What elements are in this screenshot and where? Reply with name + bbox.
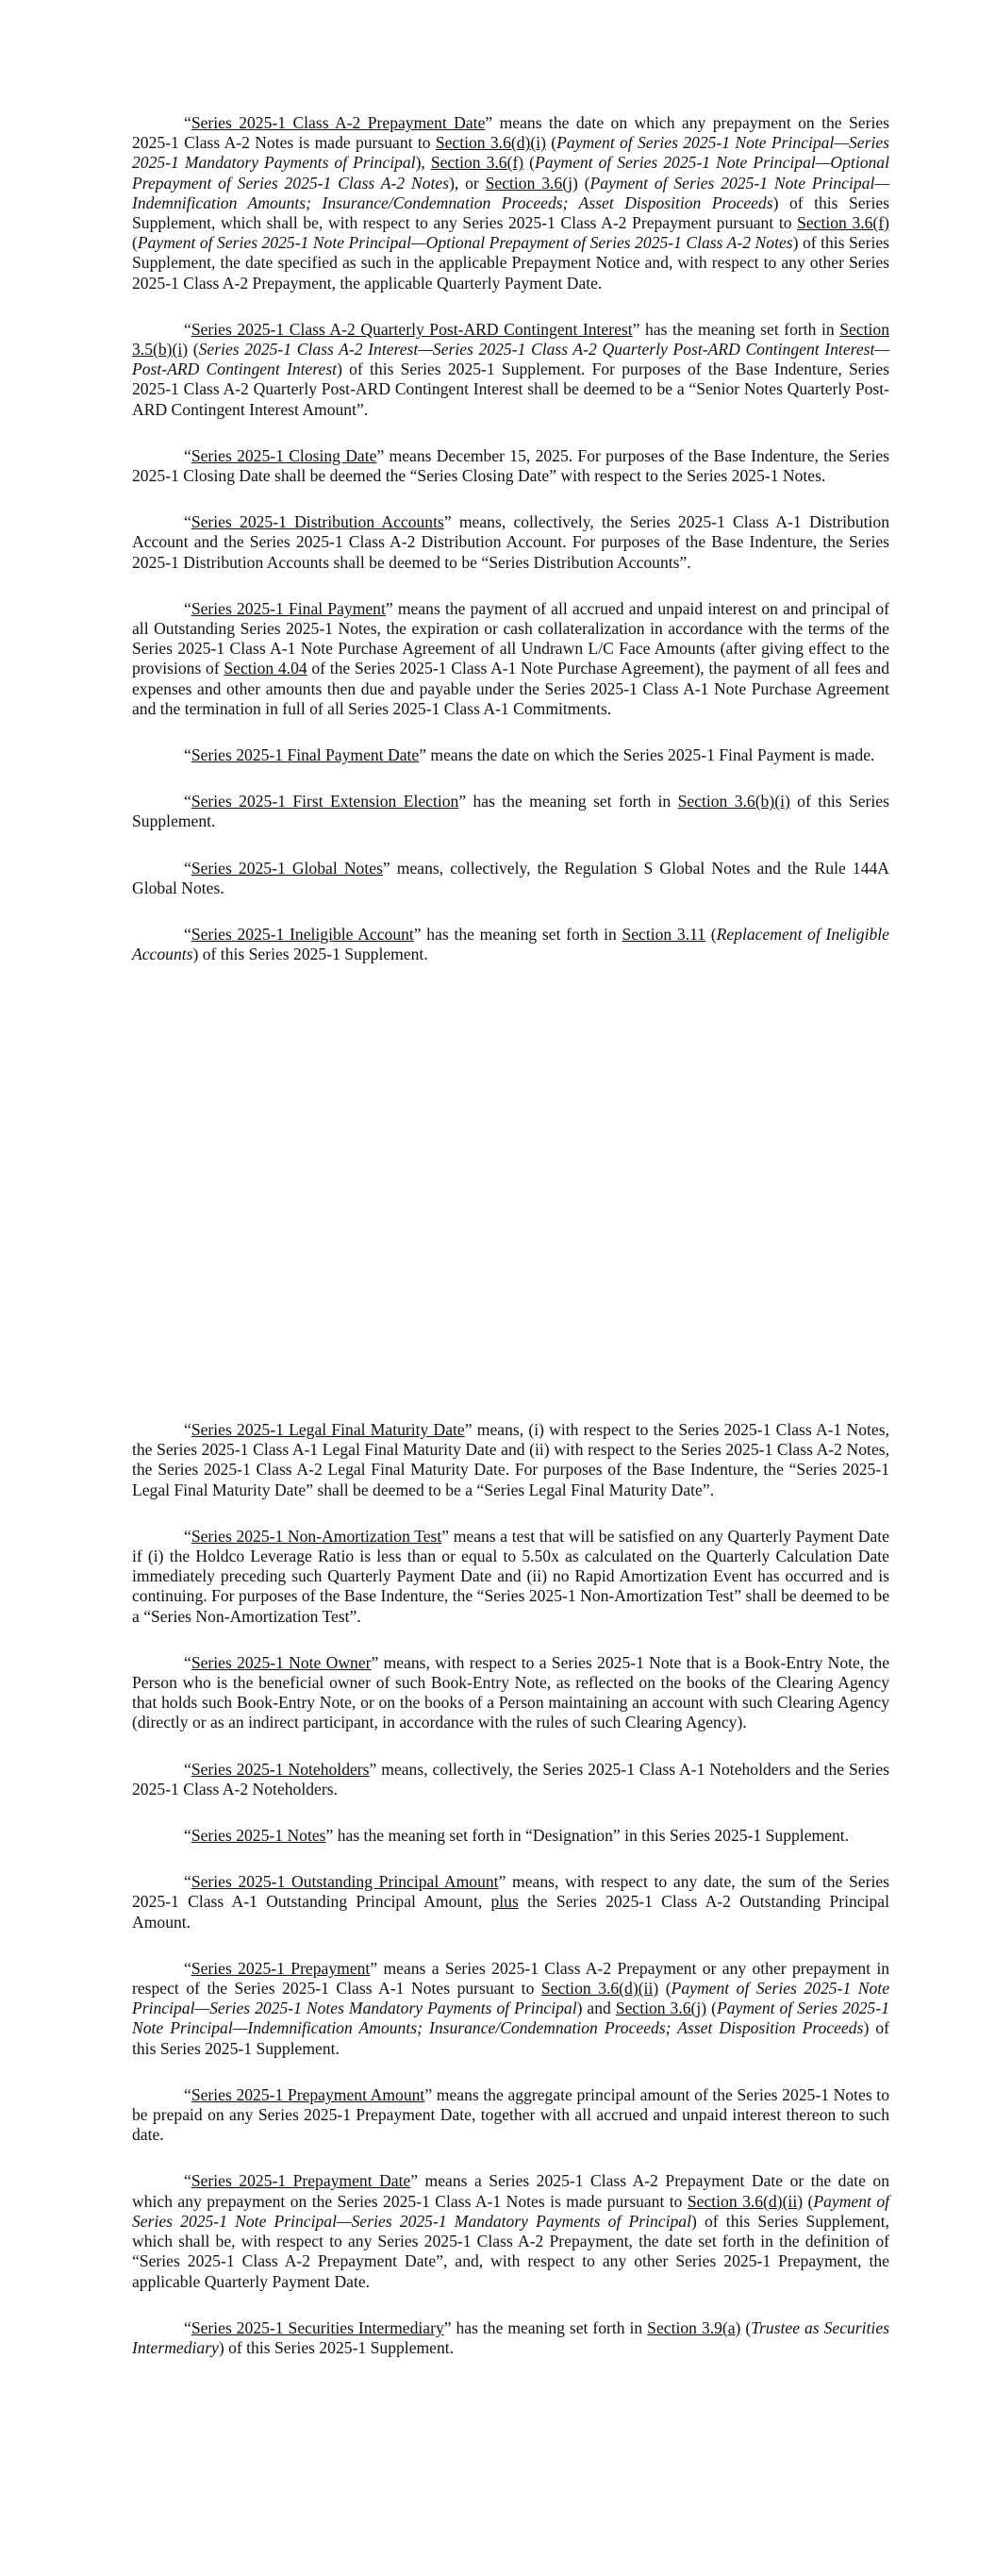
section-reference: Section 4.04 xyxy=(224,659,307,678)
text-run: ) of this Series Supplement, the date specified as such in the applicable Prepayment Notice and, with respect to any other Series 2025-1 Class A-2 Prepayment, the applicable Quarterly Payment Date. xyxy=(132,233,889,293)
text-run: ” means the date on which the Series 2025-1 Final Payment is made. xyxy=(419,745,875,765)
text-run: “ xyxy=(184,512,191,532)
defined-term: Series 2025-1 Noteholders xyxy=(191,1759,370,1779)
defined-term: Series 2025-1 Prepayment Amount xyxy=(191,2084,425,2104)
section-caption: Series 2025-1 Class A-2 Interest—Series 2025-1 Class A-2 Quarterly Post-ARD Contingent Interest—Post-ARD Contingent Interest xyxy=(132,340,890,379)
document-page-2 xyxy=(0,1288,995,2576)
text-run: “ xyxy=(184,925,191,945)
text-run: ( xyxy=(706,1999,717,2018)
section-reference: Section 3.6(f) xyxy=(430,153,524,173)
text-run: “ xyxy=(184,319,191,339)
text-run: “ xyxy=(184,2084,191,2104)
text-run: “ xyxy=(184,113,191,132)
text-run: ) of this Series 2025-1 Supplement. For purposes of the Base Indenture, Series 2025-1 Class A-2 Quarterly Post-ARD Contingent Interest shall be deemed to be a “Senior Notes Quarterly Post-ARD Contingent Interest Amount”. xyxy=(132,360,890,419)
text-run: ( xyxy=(803,2191,814,2211)
section-caption: Replacement of Ineligible Accounts xyxy=(132,925,889,964)
section-caption: Payment of Series 2025-1 Note Principal—Optional Prepayment of Series 2025-1 Class A-2 Notes xyxy=(132,153,889,192)
section-reference: Section 3.6(b)(i) xyxy=(677,792,790,811)
text-run: “ xyxy=(184,1872,191,1892)
section-caption: Trustee as Securities Intermediary xyxy=(132,2317,889,2357)
defined-term: Series 2025-1 Note Owner xyxy=(191,1652,372,1672)
definition-first-extension-election xyxy=(132,792,889,831)
text-run: ” means, collectively, the Regulation S Global Notes and the Rule 144A Global Notes. xyxy=(132,858,890,897)
text-run: “ xyxy=(184,1958,191,1978)
text-run: ” means the date on which any prepayment on the Series 2025-1 Class A-2 Notes is made pursuant to xyxy=(132,113,889,153)
text-run: “ xyxy=(184,1759,191,1779)
definition-class-a2-prepayment-date xyxy=(132,113,889,293)
defined-term: Series 2025-1 Global Notes xyxy=(191,858,383,878)
section-caption: Payment of Series 2025-1 Note Principal—Series 2025-1 Mandatory Payments of Principal xyxy=(132,2191,890,2231)
definitions-list xyxy=(132,113,889,992)
section-caption: Payment of Series 2025-1 Note Principal—Indemnification Amounts; Insurance/Condemnation Proceeds; Asset Disposition Proceeds xyxy=(132,173,890,212)
definition-notes xyxy=(132,1826,889,1846)
text-run: “ xyxy=(184,2171,191,2191)
definition-distribution-accounts xyxy=(132,512,889,573)
defined-term: Series 2025-1 Ineligible Account xyxy=(191,925,414,945)
text-run: “ xyxy=(184,445,191,465)
defined-term: Series 2025-1 Non-Amortization Test xyxy=(191,1526,442,1546)
section-reference: Section 3.9(a) xyxy=(647,2317,741,2337)
defined-term: Series 2025-1 Distribution Accounts xyxy=(191,512,444,532)
text-run: “ xyxy=(184,1826,191,1846)
section-caption: Payment of Series 2025-1 Note Principal—Indemnification Amounts; Insurance/Condemnation Proceeds; Asset Disposition Proceeds xyxy=(132,1999,889,2038)
text-run: ( xyxy=(705,925,717,945)
text-run: “ xyxy=(184,1652,191,1672)
text-run: “ xyxy=(184,792,191,811)
text-run: ), or xyxy=(449,173,486,192)
definitions-list xyxy=(132,1420,889,2384)
defined-term: Series 2025-1 Securities Intermediary xyxy=(191,2317,444,2337)
section-reference: Section 3.5(b)(i) xyxy=(132,319,889,360)
definition-securities-intermediary xyxy=(132,2318,889,2358)
section-reference: Section 3.6(d)(ii) xyxy=(540,1979,659,1999)
text-run: “ xyxy=(184,1526,191,1546)
text-run: ) and xyxy=(576,1999,616,2018)
text-run: ) of this Series 2025-1 Supplement. xyxy=(132,2018,889,2058)
text-run: ( xyxy=(546,133,557,153)
text-run: ) of this Series 2025-1 Supplement. xyxy=(218,2337,455,2357)
definition-outstanding-principal-amount xyxy=(132,1872,889,1932)
text-run: ” means a Series 2025-1 Class A-2 Prepayment or any other prepayment in respect of the Series 2025-1 Class A-1 Notes pursuant to xyxy=(132,1958,889,1999)
defined-term: Series 2025-1 Outstanding Principal Amount xyxy=(191,1872,499,1892)
definition-final-payment-date xyxy=(132,745,889,765)
defined-term: Series 2025-1 Class A-2 Quarterly Post-ARD Contingent Interest xyxy=(191,319,633,339)
text-run: of the Series 2025-1 Class A-1 Note Purchase Agreement), the payment of all fees and expenses and other amounts then due and payable under the Series 2025-1 Class A-1 Note Purchase Agreement and the termination in full of all Series 2025-1 Class A-1 Commitments. xyxy=(132,659,889,718)
definition-legal-final-maturity-date xyxy=(132,1420,889,1500)
text-run: the Series 2025-1 Class A-2 Outstanding Principal Amount. xyxy=(132,1892,889,1932)
definition-class-a2-quarterly-post-ard-contingent-interest xyxy=(132,320,889,420)
defined-term: Series 2025-1 Prepayment Date xyxy=(191,2171,411,2191)
definition-non-amortization-test xyxy=(132,1527,889,1627)
definition-prepayment-amount xyxy=(132,2085,889,2146)
definition-ineligible-account xyxy=(132,925,889,964)
text-run: ” means a test that will be satisfied on any Quarterly Payment Date if (i) the Holdco Leverage Ratio is less than or equal to 5.50x as calculated on the Quarterly Calculation Date immediately preceding such Quarterly Payment Date and (ii) no Rapid Amortization Event has occurred and is continuing. For purposes of the Base Indenture, the “Series 2025-1 Non-Amortization Test” shall be deemed to be a “Series Non-Amortization Test”. xyxy=(132,1526,889,1626)
text-run: ” means the payment of all accrued and unpaid interest on and principal of all Outstanding Series 2025-1 Notes, the expiration or cash collateralization in accordance with the terms of the Series 2025-1 Class A-1 Note Purchase Agreement of all Undrawn L/C Face Amounts (after giving effect to the provisions of xyxy=(132,598,889,678)
text-run: ” means, collectively, the Series 2025-1 Class A-1 Distribution Account and the Series 2025-1 Class A-2 Distribution Account. For purposes of the Base Indenture, the Series 2025-1 Distribution Accounts shall be deemed to be “Series Distribution Accounts”. xyxy=(132,512,889,572)
text-run: ” has the meaning set forth in xyxy=(443,2317,648,2337)
definition-prepayment xyxy=(132,1959,889,2059)
underlined-text: plus xyxy=(490,1892,519,1912)
text-run: ) of this Series Supplement, which shall be, with respect to any Series 2025-1 Class A-2 Prepayment pursuant to xyxy=(132,192,889,233)
defined-term: Series 2025-1 Closing Date xyxy=(191,445,377,465)
text-run: ” has the meaning set forth in xyxy=(458,792,678,811)
section-reference: Section 3.6(j) xyxy=(615,1999,707,2018)
text-run: ( xyxy=(658,1979,672,1999)
section-reference: Section 3.6(d)(ii) xyxy=(687,2191,804,2211)
text-run: ” means, with respect to a Series 2025-1 Note that is a Book-Entry Note, the Person who is the beneficial owner of such Book-Entry Note, as reflected on the books of the Clearing Agency that holds such Book-Entry Note, or on the books of a Person maintaining an account with such Clearing Agency (directly or as an indirect participant, in accordance with the rules of such Clearing Agency). xyxy=(132,1652,889,1732)
defined-term: Series 2025-1 Final Payment Date xyxy=(191,745,420,765)
text-run: ” means the aggregate principal amount of the Series 2025-1 Notes to be prepaid on any Series 2025-1 Prepayment Date, together with all accrued and unpaid interest thereon to such date. xyxy=(132,2084,889,2145)
definition-note-owner xyxy=(132,1653,889,1733)
section-caption: Payment of Series 2025-1 Note Principal—Series 2025-1 Notes Mandatory Payments of Principal xyxy=(132,1979,889,2018)
section-reference: Section 3.11 xyxy=(622,925,706,945)
text-run: of this Series Supplement. xyxy=(132,792,889,831)
text-run: “ xyxy=(184,1420,191,1439)
definition-noteholders xyxy=(132,1760,889,1799)
text-run: “ xyxy=(184,858,191,878)
text-run: ” means, collectively, the Series 2025-1 Class A-1 Noteholders and the Series 2025-1 Class A-2 Noteholders. xyxy=(132,1759,889,1798)
defined-term: Series 2025-1 Legal Final Maturity Date xyxy=(191,1420,465,1439)
defined-term: Series 2025-1 Notes xyxy=(191,1826,326,1846)
text-run: ) of this Series 2025-1 Supplement. xyxy=(192,945,428,964)
section-reference: Section 3.6(j) xyxy=(485,173,578,192)
text-run: ” means, with respect to any date, the sum of the Series 2025-1 Class A-1 Outstanding Principal Amount, xyxy=(132,1872,889,1912)
text-run: “ xyxy=(184,745,191,765)
text-run: ” means, (i) with respect to the Series 2025-1 Class A-1 Notes, the Series 2025-1 Class A-1 Legal Final Maturity Date and (ii) with respect to the Series 2025-1 Class A-2 Notes, the Series 2025-1 Class A-2 Legal Final Maturity Date. For purposes of the Base Indenture, the “Series 2025-1 Legal Final Maturity Date” shall be deemed to be a “Series Legal Final Maturity Date”. xyxy=(132,1420,889,1499)
text-run: ” has the meaning set forth in “Designation” in this Series 2025-1 Supplement. xyxy=(325,1826,850,1846)
defined-term: Series 2025-1 Final Payment xyxy=(191,598,386,618)
text-run: ) of this Series Supplement, which shall be, with respect to any Series 2025-1 Class A-2 Prepayment, the date set forth in the definition of “Series 2025-1 Class A-2 Prepayment Date”, and, with respect to any other Series 2025-1 Prepayment, the applicable Quarterly Payment Date. xyxy=(132,2211,889,2291)
text-run: ( xyxy=(132,233,138,253)
text-run: ” means a Series 2025-1 Class A-2 Prepayment Date or the date on which any prepayment on the Series 2025-1 Class A-1 Notes is made pursuant to xyxy=(132,2171,889,2211)
section-reference: Section 3.6(f) xyxy=(797,213,889,233)
text-run: ( xyxy=(188,340,199,360)
text-run: ( xyxy=(740,2317,752,2337)
text-run: ( xyxy=(577,173,590,192)
definition-prepayment-date xyxy=(132,2171,889,2291)
section-reference: Section 3.6(d)(i) xyxy=(435,133,546,153)
defined-term: Series 2025-1 First Extension Election xyxy=(191,792,459,811)
defined-term: Series 2025-1 Prepayment xyxy=(191,1958,371,1978)
definition-global-notes xyxy=(132,859,889,898)
defined-term: Series 2025-1 Class A-2 Prepayment Date xyxy=(191,113,486,132)
text-run: ” means December 15, 2025. For purposes of the Base Indenture, the Series 2025-1 Closing Date shall be deemed the “Series Closing Date” with respect to the Series 2025-1 Notes. xyxy=(132,445,889,486)
text-run: “ xyxy=(184,2317,191,2337)
text-run: ” has the meaning set forth in xyxy=(413,925,622,945)
section-caption: Payment of Series 2025-1 Note Principal—Optional Prepayment of Series 2025-1 Class A-2 Notes xyxy=(137,233,793,253)
text-run: “ xyxy=(184,598,191,618)
text-run: ( xyxy=(523,153,536,173)
text-run: ” has the meaning set forth in xyxy=(632,319,840,339)
text-run: ), xyxy=(415,153,431,173)
definition-final-payment xyxy=(132,599,889,719)
definition-closing-date xyxy=(132,446,889,486)
section-caption: Payment of Series 2025-1 Note Principal—Series 2025-1 Mandatory Payments of Principal xyxy=(132,133,889,173)
